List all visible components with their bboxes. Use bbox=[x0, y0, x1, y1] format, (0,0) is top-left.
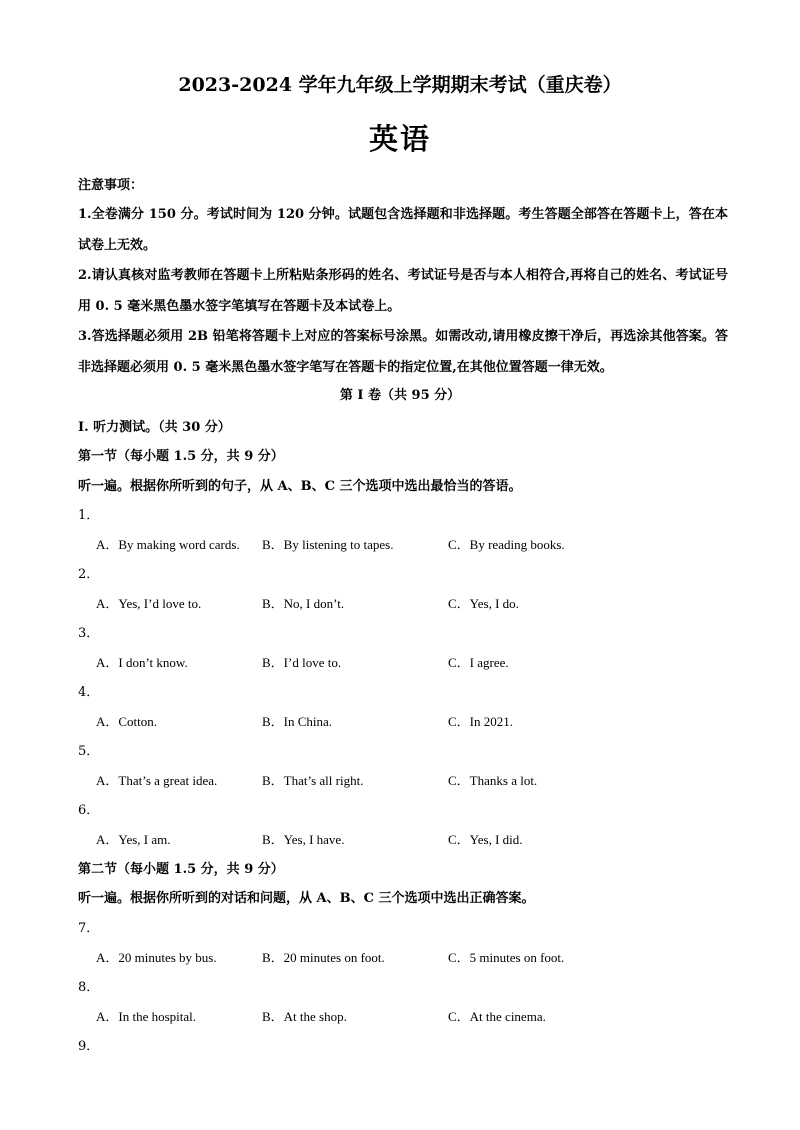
option-c: C．Yes, I do. bbox=[448, 596, 519, 611]
subject-title: 英语 bbox=[368, 122, 431, 156]
part-title: I. 听力测试。（共 30 分） bbox=[78, 420, 231, 435]
notice-item: 2.请认真核对监考教师在答题卡上所粘贴条形码的姓名、考试证号是否与本人相符合,再将自己的姓名、考试证号用 0. 5 毫米黑色墨水签字笔填写在答题卡及本试卷上。 bbox=[78, 268, 728, 314]
option-c: C．Thanks a lot. bbox=[448, 773, 538, 788]
question-number: 9． bbox=[78, 1039, 100, 1054]
option-b: B．At the shop. bbox=[262, 1009, 347, 1024]
option-b: B．That’s all right. bbox=[262, 773, 364, 788]
section-heading: 第一节（每小题 1.5 分，共 9 分） bbox=[78, 449, 284, 464]
exam-title: 2023-2024 学年九年级上学期期末考试（重庆卷） bbox=[178, 74, 622, 96]
option-b: B．Yes, I have. bbox=[262, 832, 345, 847]
option-a: A．Yes, I am. bbox=[96, 832, 171, 847]
notice-item: 1.全卷满分 150 分。考试时间为 120 分钟。试题包含选择题和非选择题。考生答题全部答在答题卡上，答在本试卷上无效。 bbox=[78, 207, 728, 253]
question-number: 8． bbox=[78, 980, 100, 995]
notice-item: 3.答选择题必须用 2B 铅笔将答题卡上对应的答案标号涂黑。如需改动,请用橡皮擦干净后，再选涂其他答案。答非选择题必须用 0. 5 毫米黑色墨水签字笔写在答题卡的指定位置,在其他位置答题一律无效。 bbox=[78, 329, 728, 375]
option-a: A．That’s a great idea. bbox=[96, 773, 218, 788]
section-instruction: 听一遍。根据你所听到的句子，从 A、B、C 三个选项中选出最恰当的答语。 bbox=[78, 479, 522, 494]
question-number: 4． bbox=[78, 685, 100, 700]
section-heading: 第二节（每小题 1.5 分，共 9 分） bbox=[78, 862, 284, 877]
question-number: 2． bbox=[78, 567, 100, 582]
option-b: B．No, I don’t. bbox=[262, 596, 345, 611]
option-c: C．5 minutes on foot. bbox=[448, 950, 565, 965]
question-number: 1． bbox=[78, 508, 100, 523]
option-c: C．By reading books. bbox=[448, 537, 565, 552]
option-a: A．Yes, I’d love to. bbox=[96, 596, 202, 611]
question-number: 6． bbox=[78, 803, 100, 818]
notice-list bbox=[78, 200, 728, 383]
option-a: A．In the hospital. bbox=[96, 1009, 197, 1024]
option-a: A．Cotton. bbox=[96, 714, 158, 729]
option-a: A．I don’t know. bbox=[96, 655, 188, 670]
option-a: A．By making word cards. bbox=[96, 537, 240, 552]
option-b: B．By listening to tapes. bbox=[262, 537, 394, 552]
option-c: C．I agree. bbox=[448, 655, 509, 670]
option-c: C．Yes, I did. bbox=[448, 832, 523, 847]
option-b: B．In China. bbox=[262, 714, 333, 729]
option-a: A．20 minutes by bus. bbox=[96, 950, 217, 965]
notice-heading: 注意事项： bbox=[78, 178, 144, 193]
question-number: 5． bbox=[78, 744, 100, 759]
option-c: C．In 2021. bbox=[448, 714, 514, 729]
option-b: B．I’d love to. bbox=[262, 655, 342, 670]
volume-label: 第 I 卷（共 95 分） bbox=[339, 388, 461, 403]
section-instruction: 听一遍。根据你所听到的对话和问题，从 A、B、C 三个选项中选出正确答案。 bbox=[78, 891, 535, 906]
question-number: 7． bbox=[78, 921, 100, 936]
question-number: 3． bbox=[78, 626, 100, 641]
option-c: C．At the cinema. bbox=[448, 1009, 546, 1024]
option-b: B．20 minutes on foot. bbox=[262, 950, 385, 965]
